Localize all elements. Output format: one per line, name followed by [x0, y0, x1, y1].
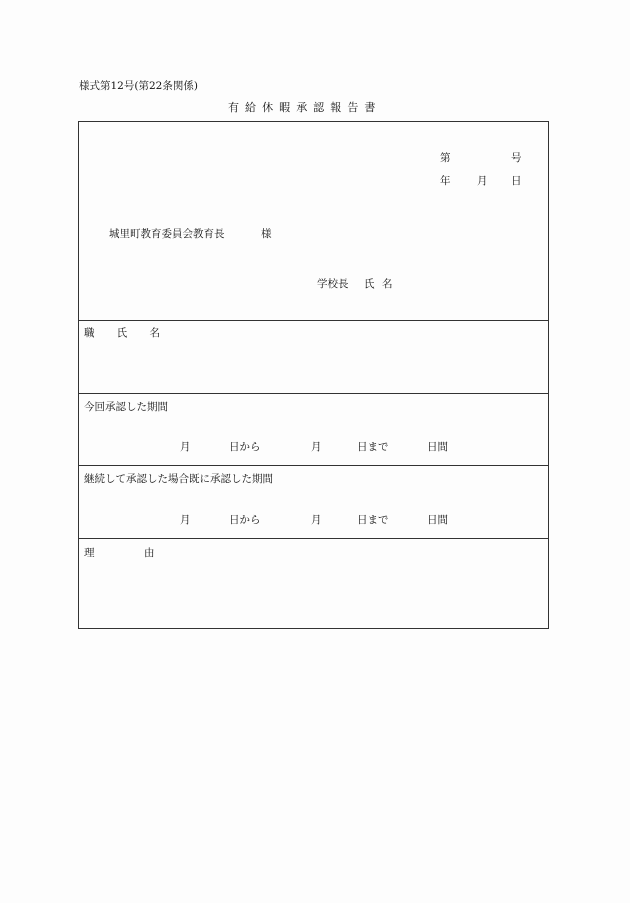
- period-days: 日間: [427, 441, 448, 453]
- form-number: 様式第12号(第22条関係): [79, 80, 198, 92]
- principal-label: 学校長: [317, 278, 349, 290]
- principal-name-label: 氏 名: [364, 278, 395, 290]
- divider: [79, 465, 548, 466]
- divider: [79, 393, 548, 394]
- continued-period-label: 継続して承認した場合既に承認した期間: [84, 473, 273, 485]
- form-title: 有給休暇承認報告書: [228, 101, 382, 114]
- divider: [79, 538, 548, 539]
- number-suffix: 号: [511, 152, 522, 164]
- addressee: 城里町教育委員会教育長: [109, 228, 225, 240]
- period-month-end: 月: [311, 441, 322, 453]
- divider: [79, 320, 548, 321]
- addressee-honorific: 様: [261, 228, 272, 240]
- period-month-end: 月: [311, 514, 322, 526]
- report-form: [78, 121, 549, 629]
- date-month: 月: [477, 175, 488, 187]
- period-day-from: 日から: [229, 441, 261, 453]
- date-year: 年: [440, 175, 451, 187]
- reason-label: 理 由: [84, 547, 178, 559]
- staff-name-label: 職 氏 名: [84, 327, 170, 339]
- number-prefix: 第: [440, 152, 451, 164]
- period-day-until: 日まで: [357, 441, 389, 453]
- date-day: 日: [511, 175, 522, 187]
- period-days: 日間: [427, 514, 448, 526]
- period-day-from: 日から: [229, 514, 261, 526]
- period-month-start: 月: [180, 441, 191, 453]
- period-day-until: 日まで: [357, 514, 389, 526]
- approved-period-label: 今回承認した期間: [84, 401, 168, 413]
- period-month-start: 月: [180, 514, 191, 526]
